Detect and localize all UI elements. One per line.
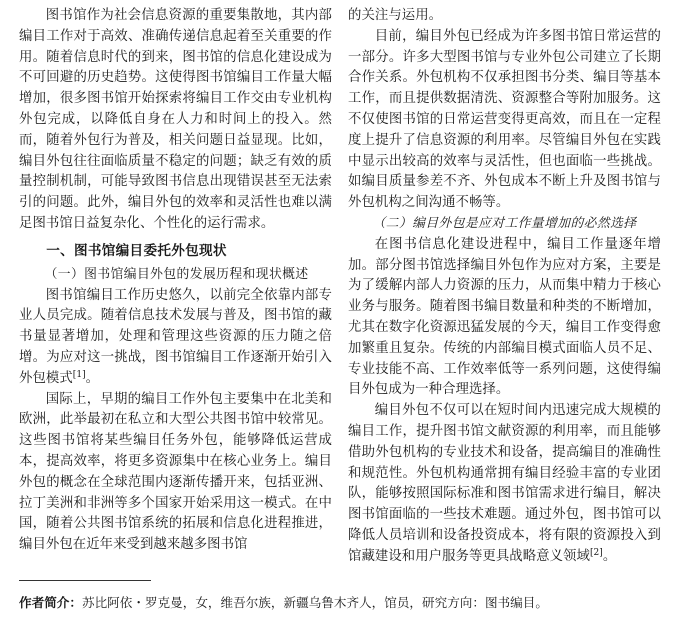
citation-ref-1: [1] <box>72 369 86 380</box>
international-paragraph-continued: 的关注与运用。 <box>348 8 443 23</box>
workload-paragraph: 在图书信息化建设进程中，编目工作量逐年增加。部分图书馆选择编目外包作为应对方案，主要是为了缓解内部人力资源的压力，从而集中精力于核心业务与服务。随着图书编目数量和种类的不断增加，尤其在数字化资源迅猛发展的今天，编目工作变得愈加繁重且复杂。传统的内部编目模式面临人员不足、专业技能不高、工作效率低等一系列问题，这使得编目外包成为一种合理选择。 <box>348 236 661 398</box>
citation-ref-2: [2] <box>589 547 603 558</box>
benefits-paragraph-end: 。 <box>602 548 617 564</box>
benefits-paragraph <box>348 401 661 567</box>
history-paragraph-text: 图书馆编目工作历史悠久，以前完全依靠内部专业人员完成。随着信息技术发展与普及，图书馆的藏书量显著增加，处理和管理这些资源的压力随之倍增。为应对这一挑战，图书馆编目工作逐渐开始引入外包模式 <box>19 287 332 386</box>
right-column <box>348 6 661 568</box>
author-footnote <box>19 594 669 612</box>
author-footnote-text: 苏比阿依・罗克曼，女，维吾尔族，新疆乌鲁木齐人，馆员，研究方向：图书编目。 <box>81 595 548 610</box>
subsection-heading-history: （一）图书馆编目外包的发展历程和现状概述 <box>44 266 309 282</box>
subsection-heading-necessity: （二）编目外包是应对工作量增加的必然选择 <box>372 215 637 231</box>
section-heading-outsourcing-status: 一、图书馆编目委托外包现状 <box>46 242 227 259</box>
current-status-paragraph: 目前，编目外包已经成为许多图书馆日常运营的一部分。许多大型图书馆与专业外包公司建立了长期合作关系。外包机构不仅承担图书分类、编目等基本工作，而且提供数据清洗、资源整合等附加服务。这不仅使图书馆的日常运营变得更高效，而且在一定程度上提升了信息资源的利用率。尽管编目外包在实践中显示出较高的效率与灵活性，但也面临一些挑战。如编目质量参差不齐、外包成本不断上升及图书馆与外包机构之间沟通不畅等。 <box>348 28 661 211</box>
history-paragraph-end: 。 <box>85 370 100 386</box>
history-paragraph <box>19 286 332 390</box>
intro-paragraph: 图书馆作为社会信息资源的重要集散地，其内部编目工作对于高效、准确传递信息起着至关重要的作用。随着信息时代的到来，图书馆的信息化建设成为不可回避的历史趋势。这使得图书馆编目工作量大幅增加，很多图书馆开始探索将编目工作交由专业机构外包完成，以降低自身在人力和时间上的投入。然而，随着外包行为普及，相关问题日益显现。比如，编目外包往往面临质量不稳定的问题；缺乏有效的质量控制机制，可能导致图书信息出现错误甚至无法索引的问题。此外，编目外包的效率和灵活性也难以满足图书馆日益复杂化、个性化的运行需求。 <box>19 8 332 231</box>
benefits-paragraph-text: 编目外包不仅可以在短时间内迅速完成大规模的编目工作，提升图书馆文献资源的利用率，而且能够借助外包机构的专业技术和设备，提高编目的准确性和规范性。外包机构通常拥有编目经验丰富的专业团队，能够按照国际标准和图书馆需求进行编目，解决图书馆面临的一些技术难题。通过外包，图书馆可以降低人员培训和设备投资成本，将有限的资源投入到馆藏建设和用户服务等更具战略意义领域 <box>348 403 661 564</box>
international-paragraph: 国际上，早期的编目工作外包主要集中在北美和欧洲，此举最初在私立和大型公共图书馆中较常见。这些图书馆将某些编目任务外包，能够降低运营成本，提高效率，将更多资源集中在核心业务上。编目外包的概念在全球范围内逐渐传播开来，包括亚洲、拉丁美洲和非洲等多个国家开始采用这一模式。在中国，随着公共图书馆系统的拓展和信息化进程推进，编目外包在近年来受到越来越多图书馆 <box>19 391 332 553</box>
author-footnote-label: 作者简介： <box>19 595 82 610</box>
footnote-divider <box>19 580 151 581</box>
left-column <box>19 6 332 556</box>
